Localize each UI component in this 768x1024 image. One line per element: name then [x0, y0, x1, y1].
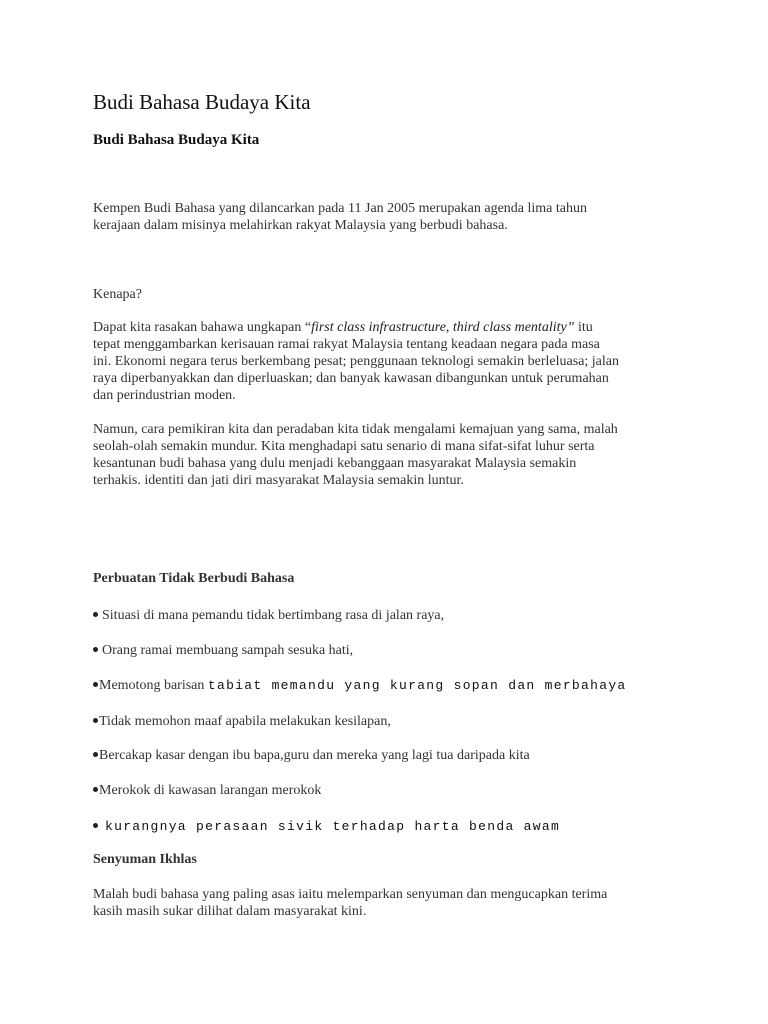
section-heading-senyuman: Senyuman Ikhlas	[93, 852, 197, 867]
bullet-icon	[93, 752, 98, 757]
list-item	[93, 782, 321, 799]
list-item-text: Merokok di kawasan larangan merokok	[99, 783, 322, 798]
list-item-text: Memotong barisan	[99, 678, 205, 693]
paragraph-1	[93, 319, 619, 404]
intro-line: Kempen Budi Bahasa yang dilancarkan pada 11 Jan 2005 merupakan agenda lima tahun	[93, 201, 587, 216]
section-heading-perbuatan: Perbuatan Tidak Berbudi Bahasa	[93, 571, 295, 586]
paragraph-1-line: tepat menggambarkan kerisauan ramai rakyat Malaysia tentang keadaan negara pada masa	[93, 337, 600, 352]
senyuman-line: Malah budi bahasa yang paling asas iaitu melemparkan senyuman dan mengucapkan terima	[93, 887, 608, 902]
paragraph-1-line: raya diperbanyakkan dan diperluaskan; dan banyak kawasan dibangunkan untuk perumahan	[93, 371, 609, 386]
senyuman-paragraph	[93, 886, 607, 920]
bullet-icon	[93, 823, 98, 828]
intro-paragraph	[93, 200, 587, 234]
list-item	[93, 677, 627, 694]
senyuman-line: kasih masih sukar dilihat dalam masyarakat kini.	[93, 904, 367, 919]
paragraph-1-line: dan perindustrian moden.	[93, 388, 236, 403]
paragraph-1-line: ini. Ekonomi negara terus berkembang pesat; penggunaan teknologi semakin berleluasa; jalan	[93, 354, 619, 369]
list-item	[93, 607, 444, 624]
bullet-icon	[93, 612, 98, 617]
bullet-icon	[93, 787, 98, 792]
list-item	[93, 818, 560, 835]
paragraph-2	[93, 421, 618, 489]
bullet-icon	[93, 647, 98, 652]
list-item-text: Bercakap kasar dengan ibu bapa,guru dan mereka yang lagi tua daripada kita	[99, 748, 530, 763]
italic-quote: first class infrastructure, third class mentality”	[311, 320, 575, 335]
list-item	[93, 713, 391, 730]
list-item-text: Orang ramai membuang sampah sesuka hati,	[102, 643, 354, 658]
list-item	[93, 747, 530, 764]
text-segment: Dapat kita rasakan bahawa ungkapan “	[93, 320, 312, 335]
paragraph-1-line-1	[93, 319, 619, 336]
bullet-icon	[93, 682, 98, 687]
text-segment: itu	[574, 320, 593, 335]
kenapa-heading: Kenapa?	[93, 287, 142, 302]
paragraph-2-line: terhakis. identiti dan jati diri masyarakat Malaysia semakin luntur.	[93, 473, 464, 488]
paragraph-2-line: kesantunan budi bahasa yang dulu menjadi kebanggaan masyarakat Malaysia semakin	[93, 456, 577, 471]
list-item-text: Situasi di mana pemandu tidak bertimbang rasa di jalan raya,	[102, 608, 445, 623]
list-item-mono-text: kurangnya perasaan sivik terhadap harta benda awam	[105, 819, 561, 834]
list-item-text: Tidak memohon maaf apabila melakukan kesilapan,	[99, 714, 391, 729]
bullet-icon	[93, 718, 98, 723]
page-title: Budi Bahasa Budaya Kita	[93, 90, 311, 114]
paragraph-2-line: Namun, cara pemikiran kita dan peradaban kita tidak mengalami kemajuan yang sama, malah	[93, 422, 618, 437]
list-item-mono-text: tabiat memandu yang kurang sopan dan merbahaya	[207, 678, 627, 693]
paragraph-2-line: seolah-olah semakin mundur. Kita menghadapi satu senario di mana sifat-sifat luhur serta	[93, 439, 595, 454]
page-subtitle: Budi Bahasa Budaya Kita	[93, 132, 260, 148]
intro-line: kerajaan dalam misinya melahirkan rakyat Malaysia yang berbudi bahasa.	[93, 218, 508, 233]
list-item	[93, 642, 353, 659]
